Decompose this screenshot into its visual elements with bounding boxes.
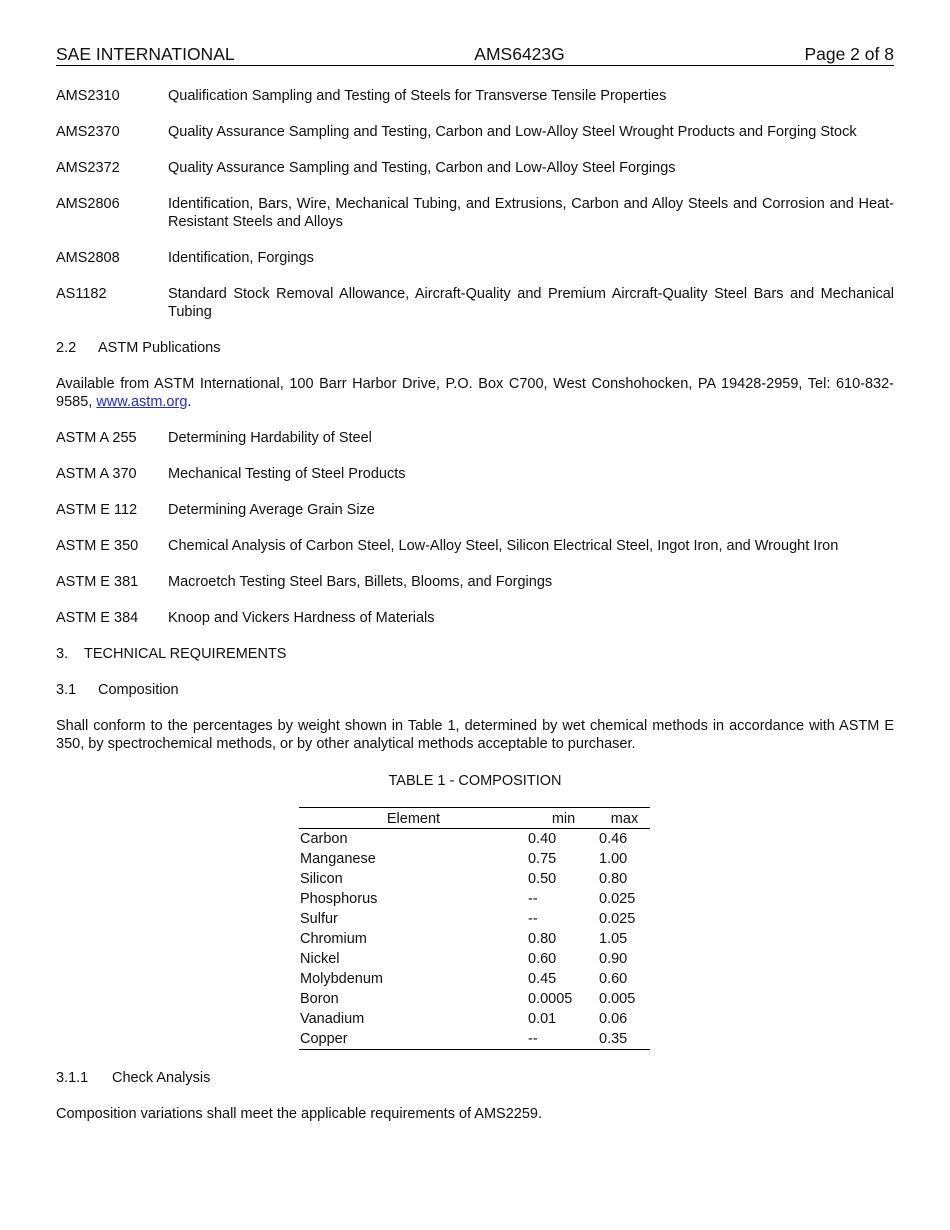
table-row [299,1029,650,1050]
reference-title: Identification, Bars, Wire, Mechanical Tubing, and Extrusions, Carbon and Alloy Steels and Corrosion and Heat-Resistant Steels and Alloys [168,196,894,230]
cell-element: Phosphorus [300,891,378,907]
column-header-max: max [599,808,650,829]
section-heading-composition [56,681,894,699]
cell-max: 0.90 [599,951,628,967]
reference-code: ASTM E 112 [56,502,138,518]
table-header-row [299,808,650,829]
header-page-number: Page 2 of 8 [804,44,894,64]
reference-item [56,159,894,177]
cell-min: 0.80 [528,931,557,947]
table-row [299,829,650,850]
reference-code: ASTM E 384 [56,610,139,626]
table-row [299,869,650,889]
cell-max: 0.46 [599,831,628,847]
reference-title: Identification, Forgings [168,250,314,266]
reference-code: AMS2370 [56,124,120,140]
cell-min: 0.01 [528,1011,557,1027]
cell-min: 0.75 [528,851,557,867]
section-title: Check Analysis [112,1070,211,1086]
section-title: Composition [98,682,179,698]
reference-item [56,123,894,141]
table-row [299,849,650,869]
reference-item [56,573,894,591]
reference-title: Mechanical Testing of Steel Products [168,466,406,482]
composition-paragraph: Shall conform to the percentages by weight shown in Table 1, determined by wet chemical methods in accordance with ASTM E 350, by spectrochemical methods, or by other analytical methods acceptable to purchaser. [56,718,894,752]
cell-min: -- [528,891,538,907]
reference-title: Quality Assurance Sampling and Testing, Carbon and Low-Alloy Steel Forgings [168,160,676,176]
reference-title: Knoop and Vickers Hardness of Materials [168,610,435,626]
cell-max: 1.05 [599,931,628,947]
reference-title: Macroetch Testing Steel Bars, Billets, Blooms, and Forgings [168,574,553,590]
reference-code: AMS2372 [56,160,120,176]
column-header-min: min [528,808,599,829]
cell-min: 0.40 [528,831,557,847]
table-row [299,909,650,929]
section-title: TECHNICAL REQUIREMENTS [84,646,287,662]
cell-max: 0.025 [599,891,636,907]
section-heading-astm [56,339,894,357]
cell-max: 1.00 [599,851,628,867]
reference-code: AMS2310 [56,88,120,104]
astm-website-link[interactable]: www.astm.org [96,394,188,410]
reference-code: ASTM A 370 [56,466,137,482]
cell-min: 0.50 [528,871,557,887]
ams-reference-list [56,87,894,321]
reference-title: Standard Stock Removal Allowance, Aircraft-Quality and Premium Aircraft-Quality Steel Bars and Mechanical Tubing [168,286,894,320]
availability-text: Available from ASTM International, 100 Barr Harbor Drive, P.O. Box C700, West Conshohocken, PA 19428-2959, Tel: 610-832-9585, [56,376,894,410]
section-heading-check-analysis [56,1069,894,1087]
cell-min: 0.0005 [528,991,573,1007]
header-org: SAE INTERNATIONAL [56,44,235,64]
table-row [299,949,650,969]
reference-title: Determining Average Grain Size [168,502,375,518]
availability-period: . [187,394,192,410]
cell-max: 0.80 [599,871,628,887]
reference-item [56,87,894,105]
cell-element: Copper [300,1031,348,1047]
reference-code: ASTM A 255 [56,430,137,446]
cell-max: 0.60 [599,971,628,987]
reference-code: AMS2806 [56,196,120,212]
reference-title: Determining Hardability of Steel [168,430,372,446]
cell-element: Silicon [300,871,343,887]
document-page [56,44,894,1123]
section-heading-technical [56,645,894,663]
table-row [299,929,650,949]
reference-code: AMS2808 [56,250,120,266]
reference-title: Qualification Sampling and Testing of Steels for Transverse Tensile Properties [168,88,667,104]
reference-item [56,429,894,447]
cell-element: Carbon [300,831,348,847]
section-number: 3.1.1 [56,1070,89,1086]
reference-code: ASTM E 381 [56,574,139,590]
reference-item [56,537,894,555]
reference-item [56,285,894,321]
cell-min: 0.45 [528,971,557,987]
reference-code: ASTM E 350 [56,538,139,554]
section-title: ASTM Publications [98,340,221,356]
table-row [299,989,650,1009]
page-header [56,44,894,66]
cell-min: 0.60 [528,951,557,967]
header-doc-number: AMS6423G [474,44,565,64]
reference-item [56,609,894,627]
reference-item [56,249,894,267]
cell-max: 0.025 [599,911,636,927]
check-analysis-paragraph: Composition variations shall meet the applicable requirements of AMS2259. [56,1106,543,1122]
cell-max: 0.005 [599,991,636,1007]
reference-item [56,501,894,519]
table-row [299,1009,650,1029]
cell-element: Sulfur [300,911,338,927]
cell-element: Chromium [300,931,367,947]
section-number: 3.1 [56,682,77,698]
section-number: 2.2 [56,340,77,356]
cell-min: -- [528,911,538,927]
reference-item [56,195,894,231]
reference-code: AS1182 [56,286,107,302]
cell-max: 0.06 [599,1011,628,1027]
table-row [299,889,650,909]
cell-element: Nickel [300,951,340,967]
astm-availability-paragraph [56,375,894,411]
column-header-element: Element [299,808,528,829]
astm-reference-list [56,429,894,627]
cell-min: -- [528,1031,538,1047]
section-number: 3. [56,646,69,662]
cell-element: Manganese [300,851,376,867]
cell-element: Boron [300,991,339,1007]
cell-max: 0.35 [599,1031,628,1047]
table-row [299,969,650,989]
cell-element: Vanadium [300,1011,365,1027]
cell-element: Molybdenum [300,971,384,987]
reference-title: Chemical Analysis of Carbon Steel, Low-Alloy Steel, Silicon Electrical Steel, Ingot Iron, and Wrought Iron [168,538,839,554]
reference-title: Quality Assurance Sampling and Testing, Carbon and Low-Alloy Steel Wrought Products and Forging Stock [168,124,857,140]
table-title: TABLE 1 - COMPOSITION [388,773,562,789]
composition-table [299,807,650,1050]
reference-item [56,465,894,483]
